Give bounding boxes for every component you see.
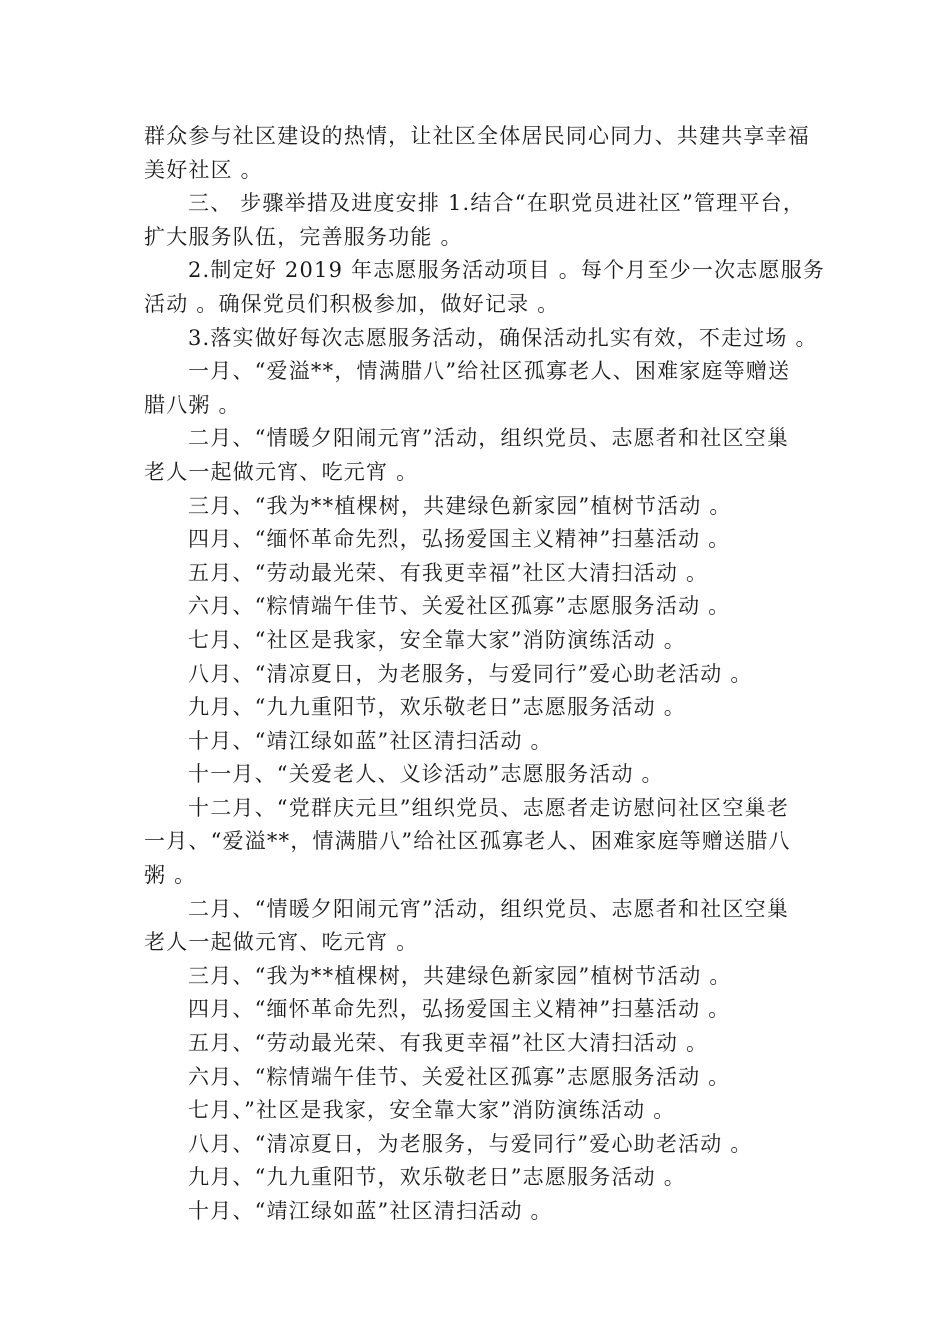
text-line: 七月、“社区是我家，安全靠大家”消防演练活动 。 <box>188 627 686 652</box>
text-line: 八月、“清凉夏日，为老服务，与爱同行”爱心助老活动 。 <box>188 661 753 686</box>
text-line: 美好社区 。 <box>144 157 263 182</box>
text-line: 三月、“我为**植棵树，共建绿色新家园”植树节活动 。 <box>188 963 732 988</box>
text-line: 2.制定好 2019 年志愿服务活动项目 。每个月至少一次志愿服务 <box>188 258 826 283</box>
text-line: 四月、“缅怀革命先烈，弘扬爱国主义精神”扫墓活动 。 <box>188 527 731 552</box>
text-line: 二月、“情暖夕阳闹元宵”活动，组织党员、志愿者和社区空巢 <box>188 426 790 451</box>
text-line: 五月、“劳动最光荣、有我更幸福”社区大清扫活动 。 <box>188 1031 709 1056</box>
text-line: 腊八粥 。 <box>144 392 241 417</box>
text-line: 老人一起做元宵、吃元宵 。 <box>144 459 419 484</box>
text-line: 活动 。确保党员们积极参加，做好记录 。 <box>144 291 560 316</box>
document-body <box>144 120 826 1229</box>
text-line: 二月、“情暖夕阳闹元宵”活动，组织党员、志愿者和社区空巢 <box>188 896 790 921</box>
text-line: 十二月、“党群庆元旦”组织党员、志愿者走访慰问社区空巢老 <box>188 795 790 820</box>
text-line: 七月、”社区是我家，安全靠大家”消防演练活动 。 <box>188 1098 676 1123</box>
text-line: 三、 步骤举措及进度安排 1.结合“在职党员进社区”管理平台， <box>188 191 806 216</box>
text-line: 一月、“爱溢**，情满腊八”给社区孤寡老人、困难家庭等赠送腊八 <box>144 829 791 854</box>
text-line: 三月、“我为**植棵树，共建绿色新家园”植树节活动 。 <box>188 493 732 518</box>
text-line: 群众参与社区建设的热情，让社区全体居民同心同力、共建共享幸福 <box>144 124 810 148</box>
text-line: 十月、“靖江绿如蓝”社区清扫活动 。 <box>188 728 553 753</box>
text-line: 扩大服务队伍，完善服务功能 。 <box>144 224 463 249</box>
text-line: 六月、“粽情端午佳节、关爱社区孤寡”志愿服务活动 。 <box>188 1064 731 1089</box>
text-line: 3.落实做好每次志愿服务活动，确保活动扎实有效，不走过场 。 <box>188 325 818 350</box>
text-line: 九月、“九九重阳节，欢乐敬老日”志愿服务活动 。 <box>188 1165 686 1190</box>
text-line: 六月、“粽情端午佳节、关爱社区孤寡”志愿服务活动 。 <box>188 594 731 619</box>
text-line: 四月、“缅怀革命先烈，弘扬爱国主义精神”扫墓活动 。 <box>188 997 731 1022</box>
text-line: 十一月、“关爱老人、义诊活动”志愿服务活动 。 <box>188 762 664 787</box>
text-line: 五月、“劳动最光荣、有我更幸福”社区大清扫活动 。 <box>188 560 709 585</box>
text-line: 粥 。 <box>144 863 197 888</box>
text-line: 九月、“九九重阳节，欢乐敬老日”志愿服务活动 。 <box>188 695 686 720</box>
text-line: 老人一起做元宵、吃元宵 。 <box>144 930 419 955</box>
text-line: 一月、“爱溢**，情满腊八”给社区孤寡老人、困难家庭等赠送 <box>188 359 791 384</box>
text-line: 八月、“清凉夏日，为老服务，与爱同行”爱心助老活动 。 <box>188 1131 753 1156</box>
text-line: 十月、“靖江绿如蓝”社区清扫活动 。 <box>188 1199 553 1223</box>
